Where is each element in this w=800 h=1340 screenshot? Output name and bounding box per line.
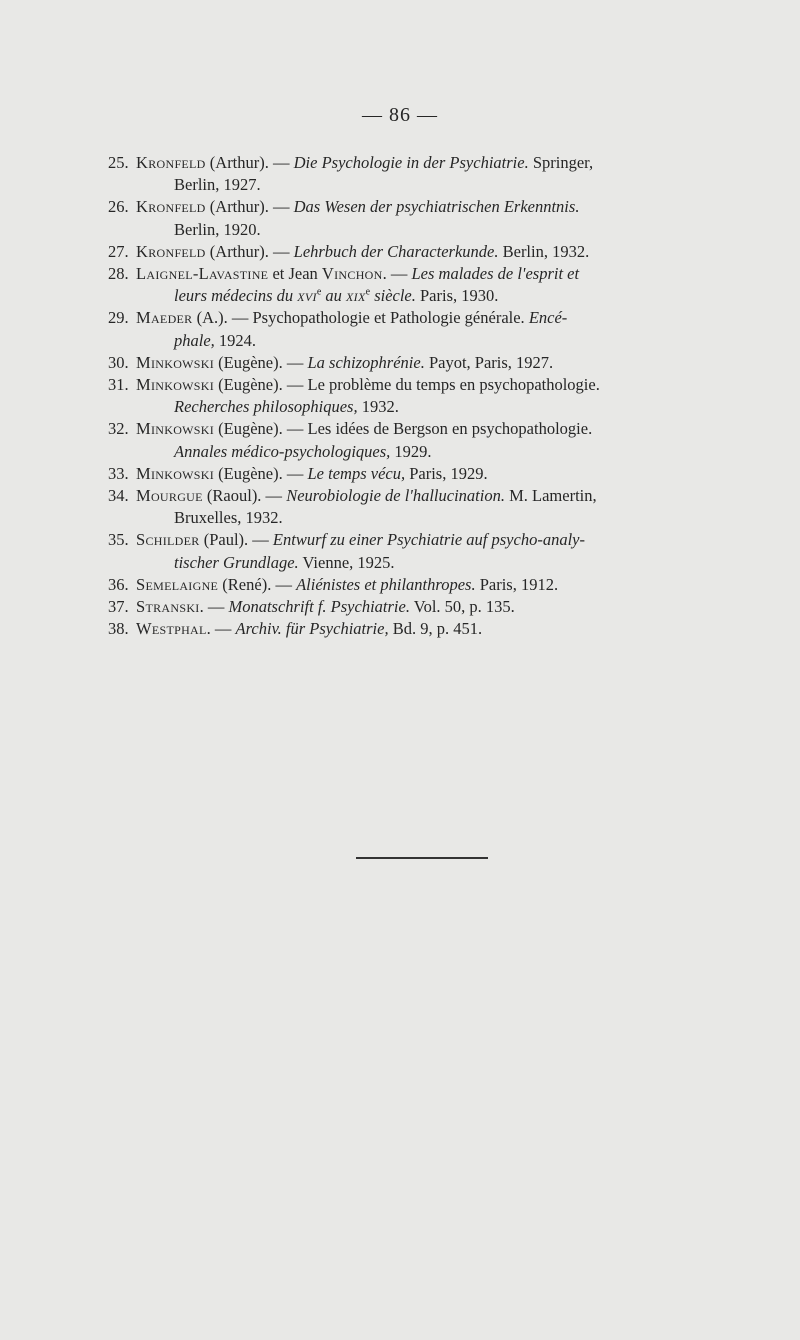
reference-number: 27. xyxy=(108,241,129,261)
reference-title: Annales médico-psychologiques, xyxy=(174,441,391,461)
reference-number: 34. xyxy=(108,486,129,506)
reference-text: (Raoul). — xyxy=(202,486,287,506)
reference-text: (A.). — Psychopathologie et Pathologie générale. xyxy=(192,308,529,328)
reference-text: Vienne, 1925. xyxy=(298,552,395,572)
section-divider xyxy=(356,857,488,859)
reference-author: Kronfeld xyxy=(136,241,206,261)
reference-number: 31. xyxy=(108,375,129,395)
reference-author: Stranski xyxy=(136,597,200,617)
reference-number: 30. xyxy=(108,352,129,372)
reference-continuation xyxy=(136,396,738,418)
reference-title: Archiv. für Psychiatrie, xyxy=(235,619,389,639)
reference-text: Springer, xyxy=(528,153,594,172)
reference-text: Paris, 1912. xyxy=(475,574,559,594)
reference-title: leurs médecins du xyxy=(174,286,298,306)
reference-continuation xyxy=(136,552,738,574)
reference-text: Berlin, 1932. xyxy=(498,241,590,261)
reference-author: Semelaigne xyxy=(136,574,219,594)
reference-title: tischer Grundlage. xyxy=(174,552,299,572)
reference-continuation: Bruxelles, 1932. xyxy=(174,508,283,528)
reference-number: 25. xyxy=(108,153,129,172)
reference-title: Le temps vécu, xyxy=(307,463,406,483)
reference-number: 32. xyxy=(108,419,129,439)
reference-list xyxy=(108,152,738,640)
reference-title: Entwurf zu einer Psychiatrie auf psycho-analy- xyxy=(272,530,585,550)
reference-text: Paris, 1930. xyxy=(415,286,499,306)
reference-text: et Jean xyxy=(268,264,322,284)
reference-continuation xyxy=(136,285,738,307)
reference-title: Recherches philosophiques, xyxy=(174,397,358,417)
reference-text: (Eugène). — Le problème du temps en psychopathologie. xyxy=(214,375,600,395)
reference-author: Minkowski xyxy=(136,352,215,372)
reference-item xyxy=(108,618,738,640)
reference-item xyxy=(108,352,738,374)
reference-item xyxy=(108,196,738,240)
century-numeral: xvi xyxy=(297,286,317,306)
reference-item xyxy=(108,418,738,462)
reference-text: (Arthur). — xyxy=(205,241,294,261)
reference-title: Die Psychologie in der Psychiatrie. xyxy=(293,153,529,172)
reference-text: (Eugène). — Les idées de Bergson en psychopathologie. xyxy=(214,419,593,439)
reference-title: Aliénistes et philanthropes. xyxy=(296,574,476,594)
reference-title: Neurobiologie de l'hallucination. xyxy=(286,486,505,506)
reference-item xyxy=(108,596,738,618)
reference-text: 1924. xyxy=(214,330,257,350)
reference-title: siècle. xyxy=(370,286,416,306)
reference-author: Kronfeld xyxy=(136,153,206,172)
reference-text: M. Lamertin, xyxy=(504,486,597,506)
reference-title: Les malades de l'esprit et xyxy=(411,264,580,284)
reference-item xyxy=(108,374,738,418)
reference-author: Maeder xyxy=(136,308,193,328)
reference-text: 1929. xyxy=(390,441,432,461)
reference-number: 26. xyxy=(108,197,129,217)
reference-item xyxy=(108,574,738,596)
reference-text: Payot, Paris, 1927. xyxy=(424,352,554,372)
reference-text: (Arthur). — xyxy=(205,153,294,172)
reference-title: Das Wesen der psychiatrischen Erkenntnis. xyxy=(293,197,580,217)
reference-item xyxy=(108,307,738,351)
reference-text: . — xyxy=(206,619,236,639)
reference-title: La schizophrénie. xyxy=(307,352,425,372)
reference-number: 35. xyxy=(108,530,129,550)
reference-item xyxy=(108,241,738,263)
reference-item xyxy=(108,263,738,307)
reference-title: au xyxy=(321,286,347,306)
reference-text: (René). — xyxy=(218,574,297,594)
reference-author: Minkowski xyxy=(136,375,215,395)
reference-item xyxy=(108,529,738,573)
reference-author: Schilder xyxy=(136,530,200,550)
reference-author: Laignel-Lavastine xyxy=(136,264,269,284)
reference-number: 29. xyxy=(108,308,129,328)
reference-title: phale, xyxy=(174,330,215,350)
reference-number: 28. xyxy=(108,264,129,284)
reference-text: (Arthur). — xyxy=(205,197,294,217)
reference-number: 38. xyxy=(108,619,129,639)
reference-title: Lehrbuch der Characterkunde. xyxy=(293,241,499,261)
reference-title: Monatschrift f. Psychiatrie. xyxy=(228,597,410,617)
reference-number: 33. xyxy=(108,463,129,483)
reference-author: Mourgue xyxy=(136,486,203,506)
reference-continuation xyxy=(136,330,738,352)
reference-text: Vol. 50, p. 135. xyxy=(409,597,515,617)
reference-author: Minkowski xyxy=(136,419,215,439)
reference-text: . — xyxy=(199,597,229,617)
reference-number: 37. xyxy=(108,597,129,617)
reference-author: Minkowski xyxy=(136,463,215,483)
reference-text: (Eugène). — xyxy=(214,352,308,372)
reference-text: (Eugène). — xyxy=(214,463,308,483)
page-number: — 86 — xyxy=(362,104,438,126)
reference-item xyxy=(108,152,738,196)
reference-number: 36. xyxy=(108,574,129,594)
reference-text: 1932. xyxy=(357,397,399,417)
reference-text: (Paul). — xyxy=(199,530,273,550)
reference-title: Encé- xyxy=(528,308,568,328)
century-numeral: xix xyxy=(346,286,366,306)
reference-text: Paris, 1929. xyxy=(405,463,488,483)
reference-item xyxy=(108,485,738,529)
reference-continuation xyxy=(136,441,738,463)
reference-item xyxy=(108,463,738,485)
reference-author: Kronfeld xyxy=(136,197,206,217)
reference-continuation: Berlin, 1920. xyxy=(174,219,261,239)
reference-author: Vinchon xyxy=(321,264,383,284)
reference-author: Westphal xyxy=(136,619,207,639)
reference-text: Bd. 9, p. 451. xyxy=(388,619,483,639)
superscript: e xyxy=(316,286,322,298)
superscript: e xyxy=(365,286,371,298)
reference-continuation: Berlin, 1927. xyxy=(174,175,261,195)
reference-text: . — xyxy=(382,264,412,284)
